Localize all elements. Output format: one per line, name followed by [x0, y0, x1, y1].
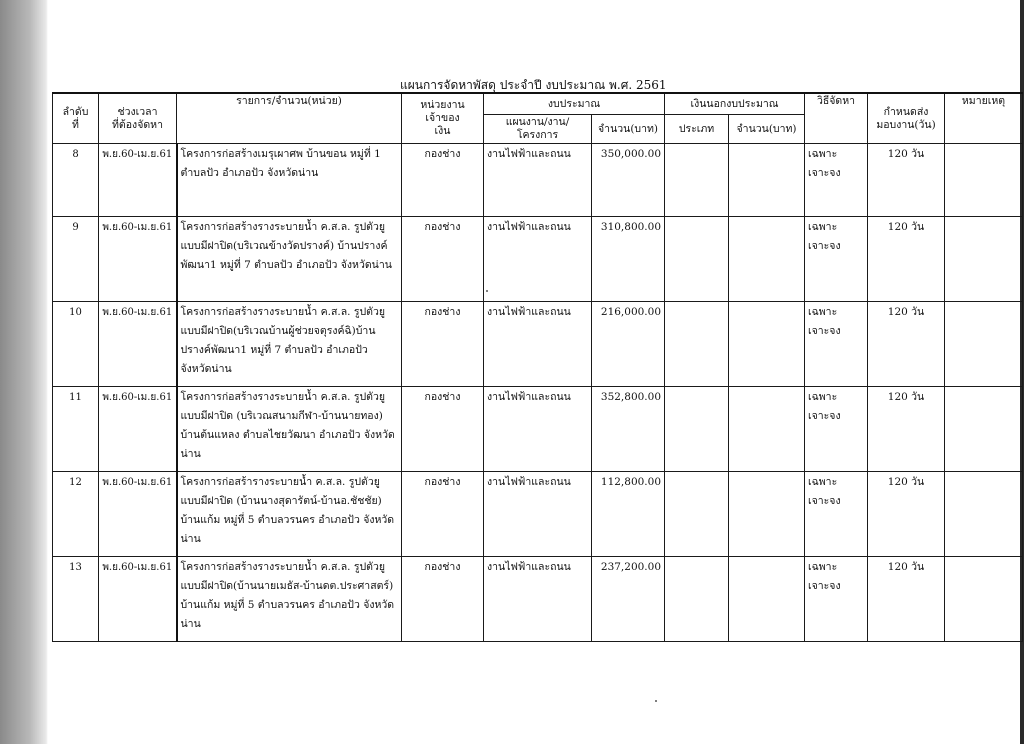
row-dept: กองช่าง — [402, 387, 484, 472]
row-nonbudget-type — [665, 217, 729, 302]
row-amount: 352,800.00 — [592, 387, 665, 472]
row-remark — [945, 144, 1023, 217]
row-plan: งานไฟฟ้าและถนน — [484, 472, 592, 557]
header-nonbudget: เงินนอกงบประมาณ — [665, 93, 805, 115]
row-nonbudget-type — [665, 144, 729, 217]
row-item: โครงการก่อสร้างเมรุเผาศพ บ้านขอน หมู่ที่ 1 ตำบลปัว อำเภอปัว จังหวัดน่าน — [177, 144, 402, 217]
row-nonbudget-amount — [729, 472, 805, 557]
row-delivery: 120 วัน — [868, 217, 945, 302]
header-dept-line2: เงิน — [434, 125, 451, 137]
row-remark — [945, 387, 1023, 472]
header-budget-plan: แผนงาน/งาน/โครงการ — [484, 115, 592, 144]
header-nonbudget-amount: จำนวน(บาท) — [729, 115, 805, 144]
row-delivery: 120 วัน — [868, 302, 945, 387]
row-method: เฉพาะเจาะจง — [805, 557, 868, 642]
row-delivery: 120 วัน — [868, 557, 945, 642]
table-row — [53, 557, 1023, 642]
row-item: โครงการก่อสร้างรางระบายน้ำ ค.ส.ล. รูปตัวยู แบบมีฝาปิด (บริเวณสนามกีฬา-บ้านนายทอง) บ้านต้นแหลง ตำบลไชยวัฒนา อำเภอปัว จังหวัดน่าน — [177, 387, 402, 472]
row-item: โครงการก่อสร้างรางระบายน้ำ ค.ส.ล. รูปตัวยู แบบมีฝาปิด(บริเวณบ้านผู้ช่วยจตุรงค์ฉิ)บ้านปรางค์พัฒนา1 หมู่ที่ 7 ตำบลปัว อำเภอปัว จังหวัดน่าน — [177, 302, 402, 387]
row-nonbudget-type — [665, 302, 729, 387]
table-row — [53, 217, 1023, 302]
scan-speck — [655, 700, 657, 702]
row-no: 10 — [53, 302, 99, 387]
row-amount: 112,800.00 — [592, 472, 665, 557]
row-method: เฉพาะเจาะจง — [805, 387, 868, 472]
row-period: พ.ย.60-เม.ย.61 — [99, 387, 177, 472]
row-period: พ.ย.60-เม.ย.61 — [99, 557, 177, 642]
header-dept — [402, 93, 484, 144]
header-no-line1: ลำดับ — [62, 105, 89, 118]
header-row-1 — [53, 93, 1023, 115]
row-delivery: 120 วัน — [868, 387, 945, 472]
header-method: วิธีจัดหา — [805, 93, 868, 144]
row-period: พ.ย.60-เม.ย.61 — [99, 302, 177, 387]
row-dept: กองช่าง — [402, 144, 484, 217]
header-budget: งบประมาณ — [484, 93, 665, 115]
row-amount: 237,200.00 — [592, 557, 665, 642]
row-amount: 216,000.00 — [592, 302, 665, 387]
header-period-line2: ที่ต้องจัดหา — [112, 118, 163, 131]
header-delivery — [868, 93, 945, 144]
row-nonbudget-type — [665, 557, 729, 642]
row-amount: 310,800.00 — [592, 217, 665, 302]
row-plan: งานไฟฟ้าและถนน — [484, 557, 592, 642]
row-no: 8 — [53, 144, 99, 217]
header-delivery-line1: กำหนดส่ง — [883, 105, 929, 118]
table-row — [53, 472, 1023, 557]
header-period — [99, 93, 177, 144]
scan-page-edge — [0, 0, 48, 744]
header-nonbudget-type: ประเภท — [665, 115, 729, 144]
row-plan: งานไฟฟ้าและถนน — [484, 144, 592, 217]
header-period-line1: ช่วงเวลา — [117, 105, 158, 118]
header-dept-line1: หน่วยงานเจ้าของ — [420, 99, 465, 124]
row-item: โครงการก่อสร้างรางระบายน้ำ ค.ส.ล. รูปตัวยู แบบมีฝาปิด(บ้านนายเมธัส-บ้านดต.ประศาสตร์) บ้านแก้ม หมู่ที่ 5 ตำบลวรนคร อำเภอปัว จังหวัดน่าน — [177, 557, 402, 642]
row-nonbudget-amount — [729, 217, 805, 302]
row-delivery: 120 วัน — [868, 472, 945, 557]
scan-speck — [486, 290, 488, 292]
row-nonbudget-amount — [729, 144, 805, 217]
row-nonbudget-amount — [729, 387, 805, 472]
row-nonbudget-type — [665, 387, 729, 472]
row-period: พ.ย.60-เม.ย.61 — [99, 217, 177, 302]
row-amount: 350,000.00 — [592, 144, 665, 217]
row-remark — [945, 557, 1023, 642]
table-row — [53, 144, 1023, 217]
header-no-line2: ที่ — [72, 118, 79, 131]
header-budget-amount: จำนวน(บาท) — [592, 115, 665, 144]
header-item: รายการ/จำนวน(หน่วย) — [177, 93, 402, 144]
row-remark — [945, 217, 1023, 302]
row-period: พ.ย.60-เม.ย.61 — [99, 472, 177, 557]
row-dept: กองช่าง — [402, 302, 484, 387]
row-plan: งานไฟฟ้าและถนน — [484, 302, 592, 387]
header-remark: หมายเหตุ — [945, 93, 1023, 144]
row-nonbudget-amount — [729, 557, 805, 642]
row-method: เฉพาะเจาะจง — [805, 302, 868, 387]
row-no: 11 — [53, 387, 99, 472]
row-remark — [945, 472, 1023, 557]
row-dept: กองช่าง — [402, 557, 484, 642]
row-method: เฉพาะเจาะจง — [805, 217, 868, 302]
row-delivery: 120 วัน — [868, 144, 945, 217]
header-delivery-line2: มอบงาน(วัน) — [876, 118, 936, 131]
row-method: เฉพาะเจาะจง — [805, 144, 868, 217]
row-plan: งานไฟฟ้าและถนน — [484, 217, 592, 302]
procurement-plan-table — [52, 92, 1023, 642]
table-row — [53, 387, 1023, 472]
table-row — [53, 302, 1023, 387]
row-period: พ.ย.60-เม.ย.61 — [99, 144, 177, 217]
header-no — [53, 93, 99, 144]
row-no: 9 — [53, 217, 99, 302]
row-method: เฉพาะเจาะจง — [805, 472, 868, 557]
row-nonbudget-type — [665, 472, 729, 557]
row-dept: กองช่าง — [402, 217, 484, 302]
document-title: แผนการจัดหาพัสดุ ประจำปี งบประมาณ พ.ศ. 2561 — [400, 78, 667, 92]
row-plan: งานไฟฟ้าและถนน — [484, 387, 592, 472]
row-nonbudget-amount — [729, 302, 805, 387]
row-no: 12 — [53, 472, 99, 557]
row-dept: กองช่าง — [402, 472, 484, 557]
row-no: 13 — [53, 557, 99, 642]
row-item: โครงการก่อสร้างรางระบายน้ำ ค.ส.ล. รูปตัวยู แบบมีฝาปิด(บริเวณข้างวัดปรางค์) บ้านปรางค์พัฒนา1 หมู่ที่ 7 ตำบลปัว อำเภอปัว จังหวัดน่าน — [177, 217, 402, 302]
row-remark — [945, 302, 1023, 387]
row-item: โครงการก่อสร้ารางระบายน้ำ ค.ส.ล. รูปตัวยู แบบมีฝาปิด (บ้านนางสุดารัตน์-บ้านอ.ชัชชัย) บ้านแก้ม หมู่ที่ 5 ตำบลวรนคร อำเภอปัว จังหวัดน่าน — [177, 472, 402, 557]
